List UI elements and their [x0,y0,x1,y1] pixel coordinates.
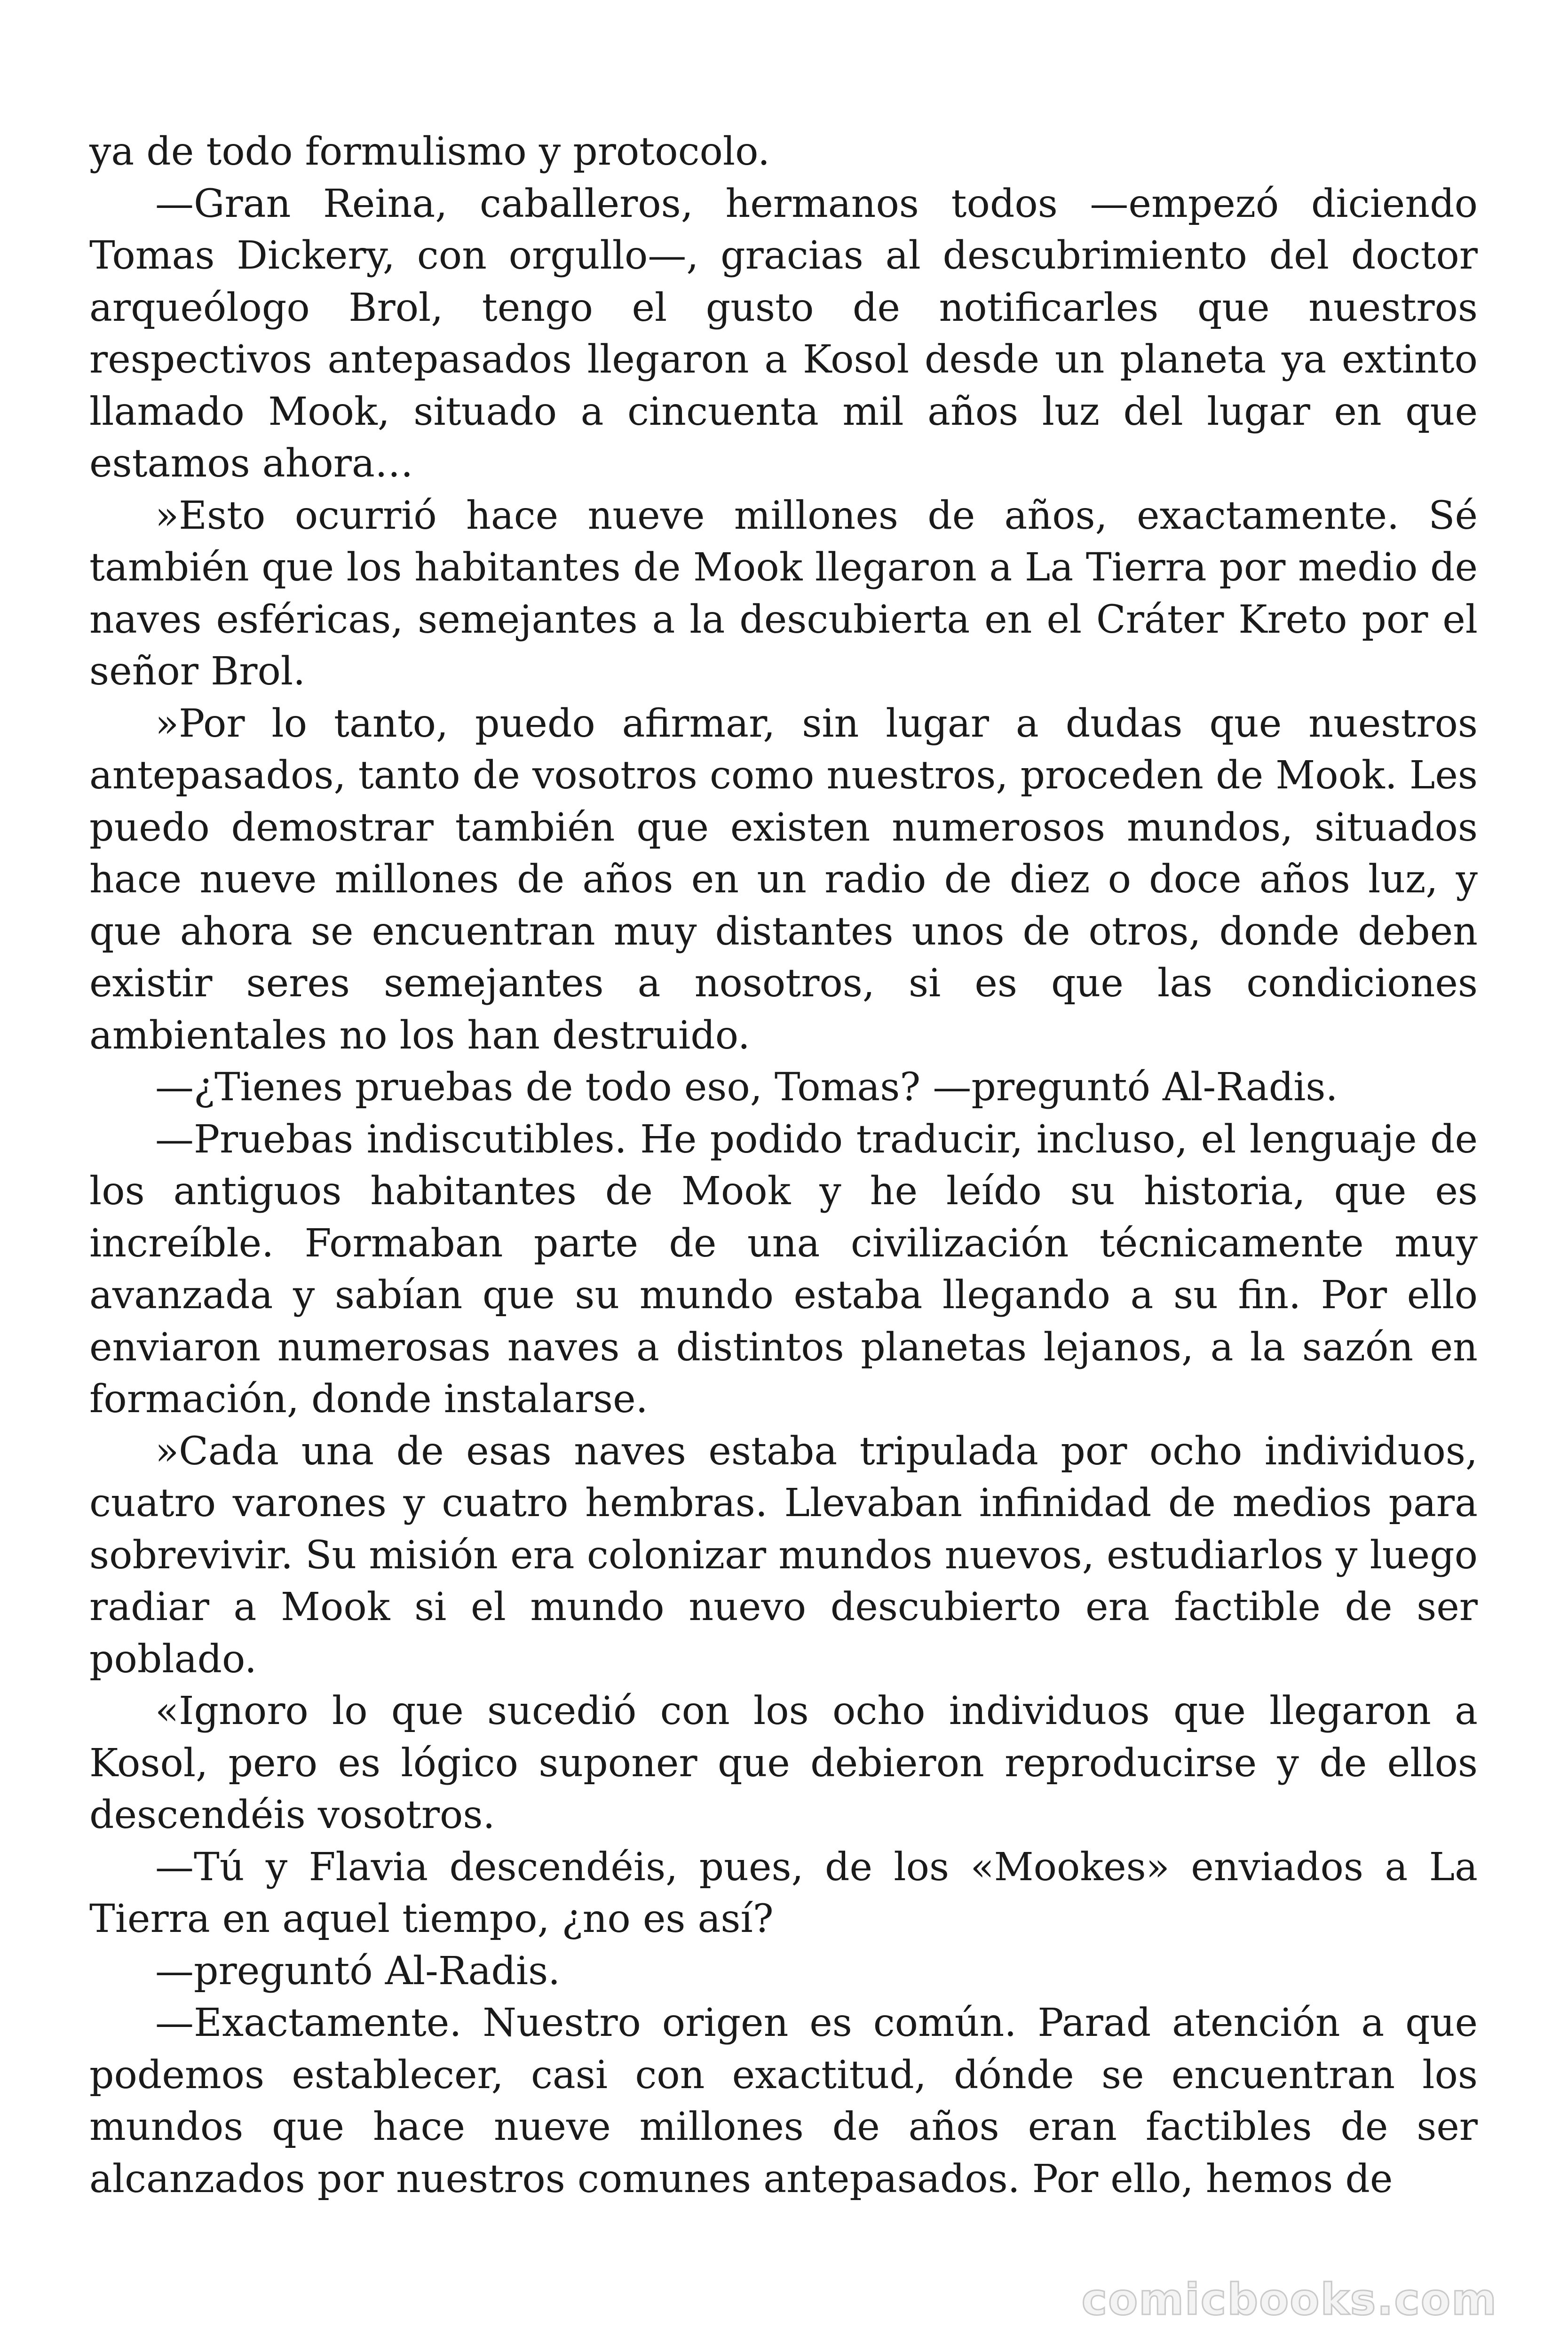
paragraph: ya de todo formulismo y protocolo. [89,129,770,174]
paragraph: »Cada una de esas naves estaba tripulada por ocho individuos, cuatro varones y cuatro hembras. Llevaban infinidad de medios para sobrevivir. Su misión era colonizar mundos nuevos, estudiarlos y luego radiar a Mook si el mundo nuevo descubierto era factible de ser poblado. [89,1429,1478,1682]
paragraph: —Pruebas indiscutibles. He podido traducir, incluso, el lenguaje de los antiguos habitantes de Mook y he leído su historia, que es increíble. Formaban parte de una civilización técnicamente muy avanzada y sabían que su mundo estaba llegando a su fin. Por ello enviaron numerosas naves a distintos planetas lejanos, a la sazón en formación, donde instalarse. [89,1117,1478,1422]
paragraph: —Gran Reina, caballeros, hermanos todos —empezó diciendo Tomas Dickery, con orgullo—, gracias al descubrimiento del doctor arqueólogo Brol, tengo el gusto de notificarles que nuestros respectivos antepasados llegaron a Kosol desde un planeta ya extinto llamado Mook, situado a cincuenta mil años luz del lugar en que estamos ahora… [89,181,1478,486]
watermark: comicbooks.com [1081,2274,1497,2325]
body-text [89,126,1478,2205]
paragraph: —Exactamente. Nuestro origen es común. Parad atención a que podemos establecer, casi con exactitud, dónde se encuentran los mundos que hace nueve millones de años eran factibles de ser alcanzados por nuestros comunes antepasados. Por ello, hemos de [89,2001,1478,2201]
paragraph: —¿Tienes pruebas de todo eso, Tomas? —preguntó Al-Radis. [155,1065,1338,1110]
paragraph: —Tú y Flavia descendéis, pues, de los «Mookes» enviados a La Tierra en aquel tiempo, ¿no es así? [89,1844,1478,1941]
paragraph: »Esto ocurrió hace nueve millones de años, exactamente. Sé también que los habitantes de Mook llegaron a La Tierra por medio de naves esféricas, semejantes a la descubierta en el Cráter Kreto por el señor Brol. [89,493,1478,694]
paragraph: —preguntó Al-Radis. [155,1948,561,1994]
paragraph: «Ignoro lo que sucedió con los ocho individuos que llegaron a Kosol, pero es lógico suponer que debieron reproducirse y de ellos descendéis vosotros. [89,1689,1478,1837]
paragraph: »Por lo tanto, puedo afirmar, sin lugar a dudas que nuestros antepasados, tanto de vosotros como nuestros, proceden de Mook. Les puedo demostrar también que existen numerosos mundos, situados hace nueve millones de años en un radio de diez o doce años luz, y que ahora se encuentran muy distantes unos de otros, donde deben existir seres semejantes a nosotros, si es que las condiciones ambientales no los han destruido. [89,701,1478,1058]
